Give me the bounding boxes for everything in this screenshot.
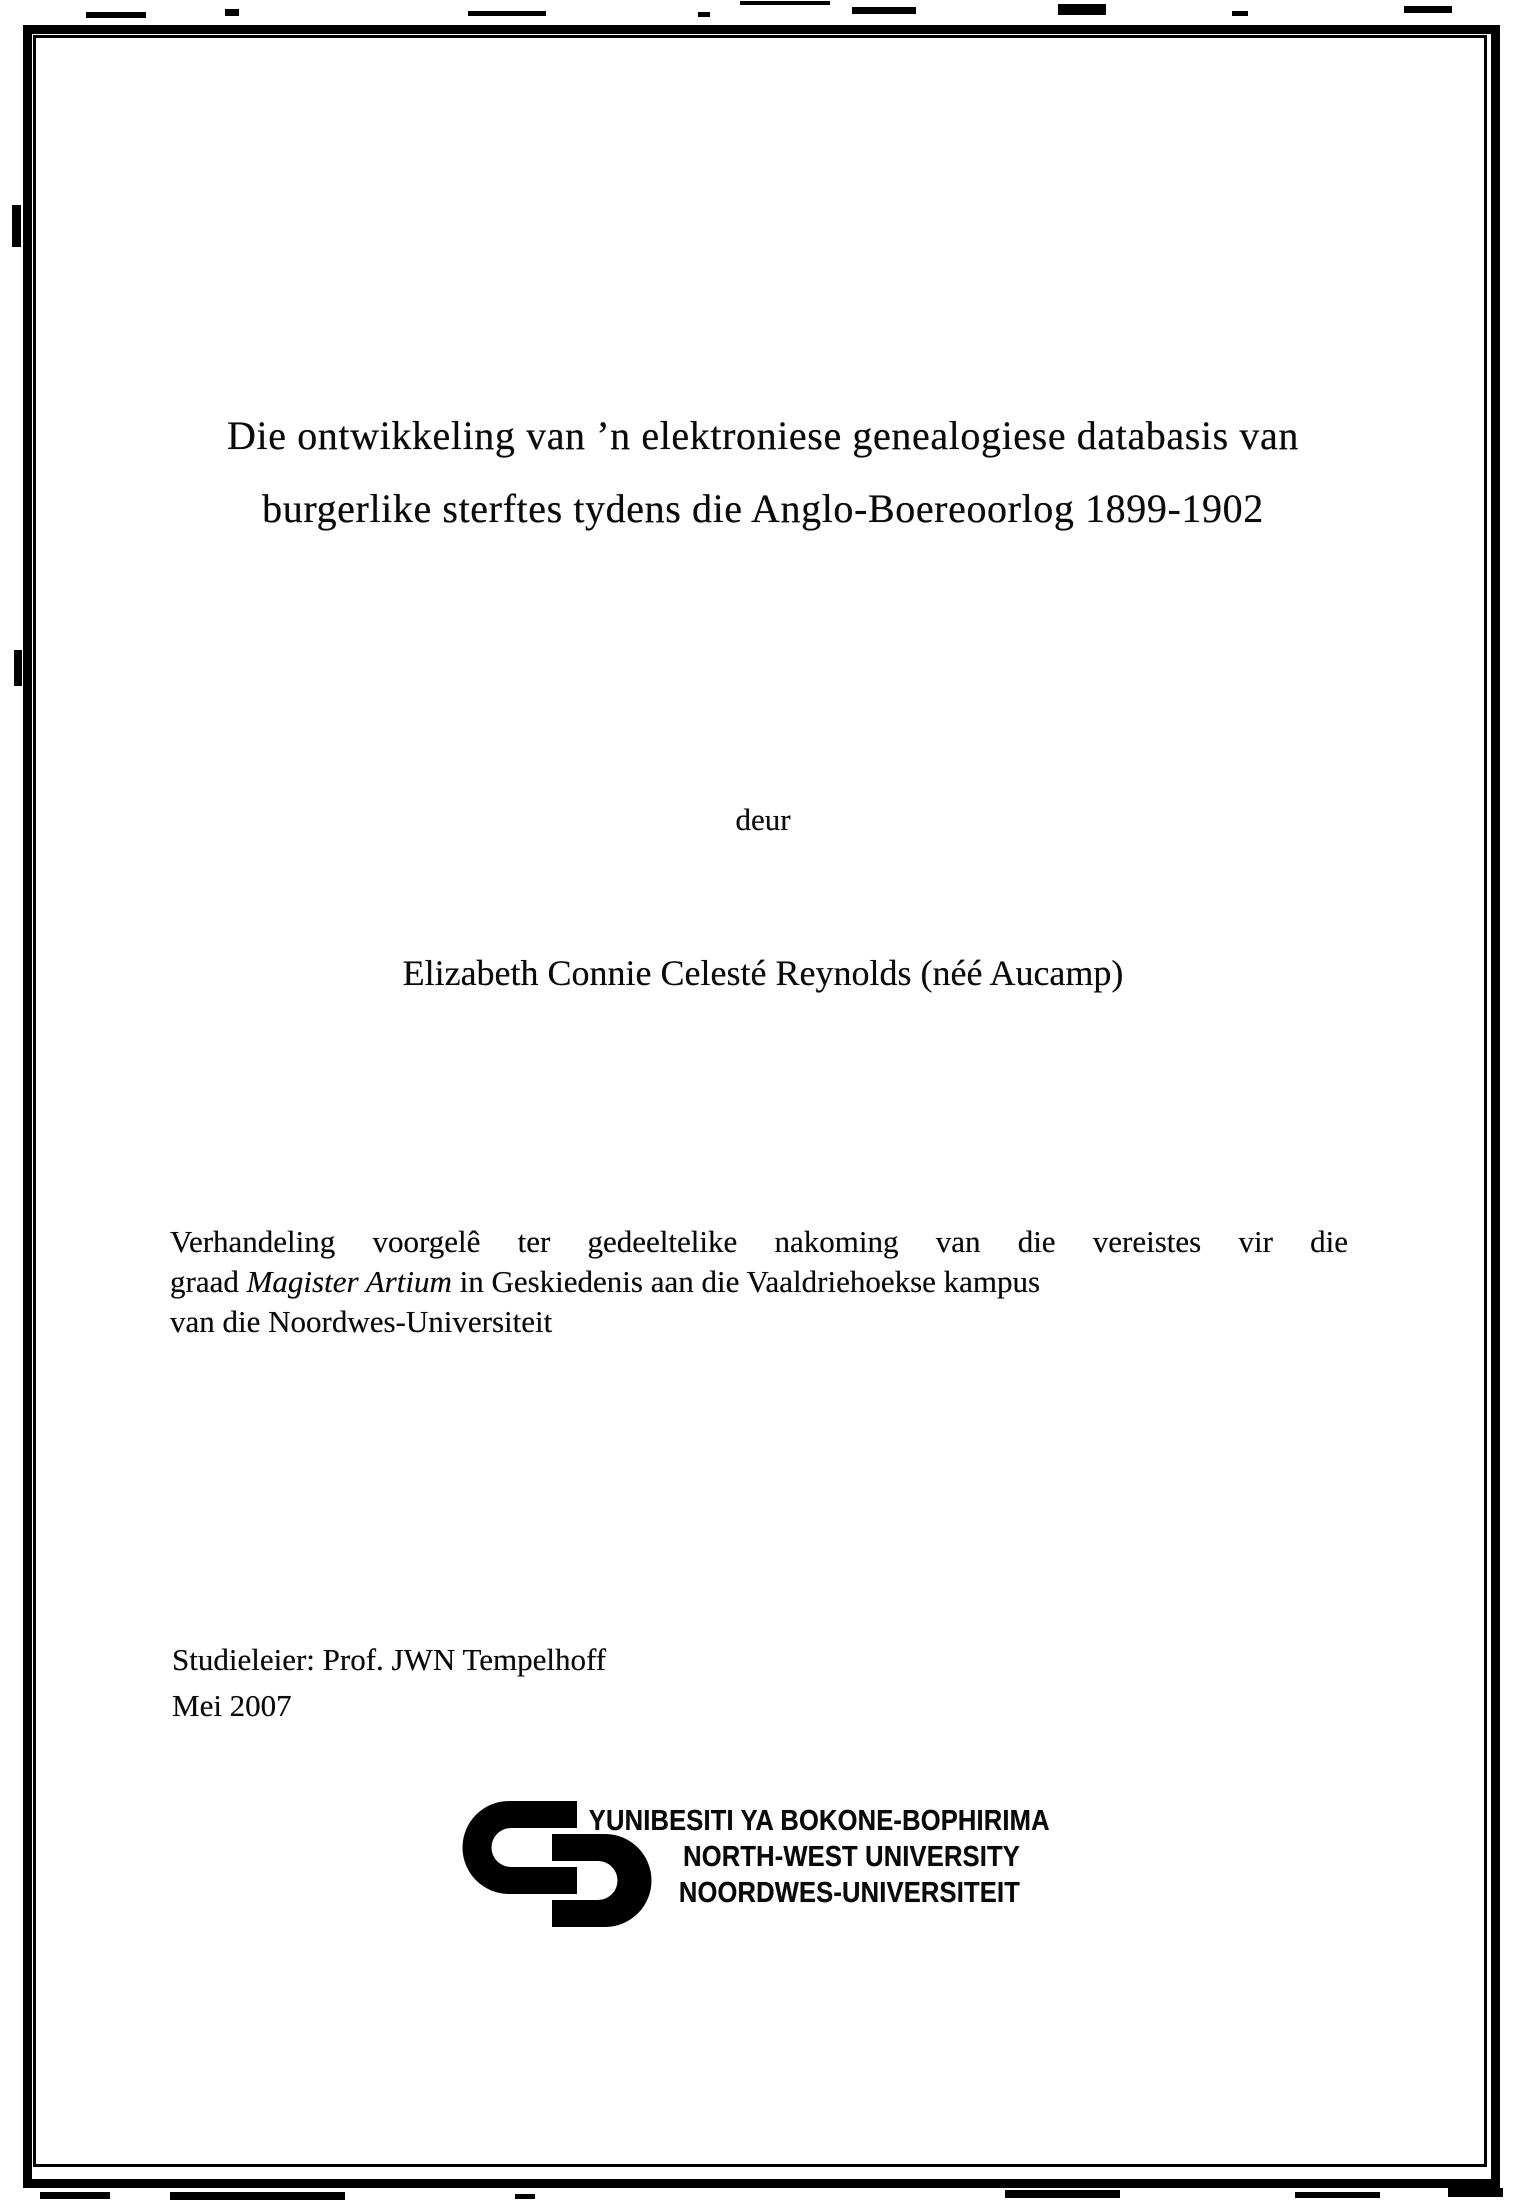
byline-label: deur bbox=[735, 802, 791, 837]
university-wordmark-line3: NOORDWES-UNIVERSITEIT bbox=[678, 1877, 1020, 1909]
supervisor-line: Studieleier: Prof. JWN Tempelhoff bbox=[172, 1642, 607, 1677]
degree-statement-line2-post: in Geskiedenis aan die Vaaldriehoekse kampus bbox=[451, 1264, 1041, 1299]
date-line: Mei 2007 bbox=[172, 1688, 292, 1723]
scan-artifact bbox=[1295, 2192, 1380, 2198]
scan-artifact bbox=[1232, 11, 1248, 16]
degree-statement-line2 bbox=[170, 1262, 1348, 1302]
degree-statement-line2-pre: graad bbox=[170, 1264, 247, 1299]
scan-artifact bbox=[170, 2192, 345, 2200]
scan-artifact bbox=[14, 650, 22, 686]
thesis-title-line1: Die ontwikkeling van ’n elektroniese genealogiese databasis van bbox=[227, 413, 1299, 458]
thesis-title-line2: burgerlike sterftes tydens die Anglo-Boereoorlog 1899-1902 bbox=[262, 486, 1264, 531]
degree-statement bbox=[170, 1222, 1348, 1342]
author-name: Elizabeth Connie Celesté Reynolds (néé Aucamp) bbox=[402, 953, 1124, 993]
scan-artifact bbox=[1448, 2188, 1503, 2197]
thesis-title bbox=[168, 399, 1358, 545]
scan-artifact bbox=[852, 7, 916, 14]
scan-artifact bbox=[86, 12, 146, 18]
degree-title-italic: Magister Artium bbox=[246, 1264, 452, 1299]
degree-statement-line3: van die Noordwes-Universiteit bbox=[170, 1304, 553, 1339]
scan-artifact bbox=[225, 9, 239, 16]
university-wordmark-line2: NORTH-WEST UNIVERSITY bbox=[683, 1841, 1020, 1873]
scan-artifact bbox=[1404, 6, 1452, 13]
scan-artifact bbox=[12, 205, 21, 247]
scan-artifact bbox=[740, 1, 830, 5]
scan-artifact bbox=[468, 11, 546, 16]
scan-artifact bbox=[40, 2192, 110, 2199]
degree-statement-line1: Verhandeling voorgelê ter gedeeltelike nakoming van die vereistes vir die bbox=[170, 1224, 1348, 1259]
scan-artifact bbox=[515, 2194, 535, 2199]
scan-artifact bbox=[698, 12, 710, 17]
university-wordmark bbox=[588, 1803, 1050, 1911]
scan-artifact bbox=[1058, 4, 1106, 15]
university-wordmark-line1: YUNIBESITI YA BOKONE-BOPHIRIMA bbox=[588, 1805, 1050, 1837]
scan-artifact bbox=[1005, 2190, 1120, 2198]
